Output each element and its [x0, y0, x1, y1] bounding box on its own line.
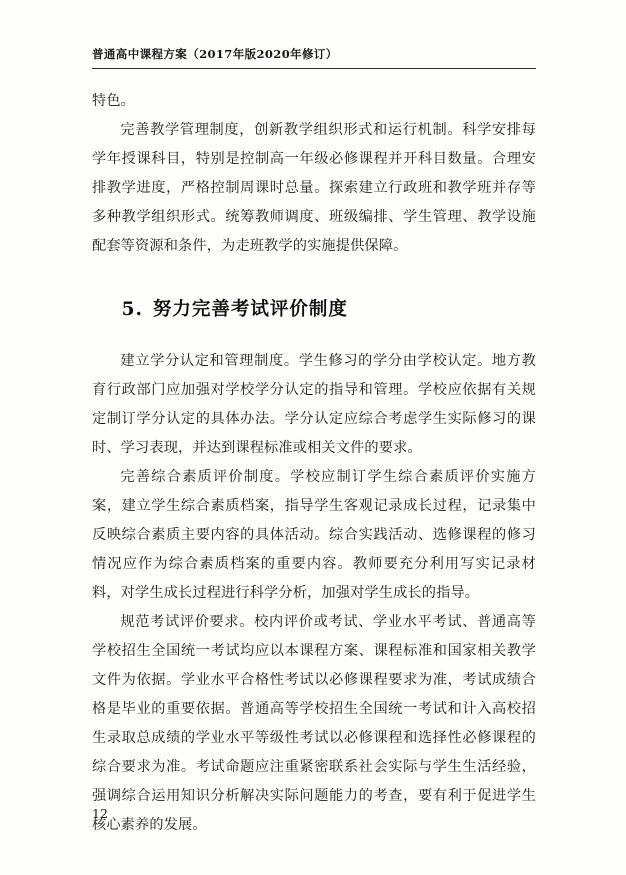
- paragraph-exam-standards: 规范考试评价要求。校内评价或考试、学业水平考试、普通高等学校招生全国统一考试均应以本课程方案、课程标准和国家相关教学文件为依据。学业水平合格性考试以必修课程要求为准，考试成绩合格是毕业的重要依据。普通高等学校招生全国统一考试和计入高校招生录取总成绩的学业水平等级性考试以必修课程和选择性必修课程的综合要求为准。考试命题应注重紧密联系社会实际与学生生活经验，强调综合运用知识分析解决实际问题能力的考查，要有利于促进学生核心素养的发展。: [92, 614, 536, 833]
- section-heading: [92, 295, 536, 325]
- paragraph-continuation: 特色。: [92, 93, 136, 109]
- page-number: 12: [92, 806, 108, 821]
- paragraph-teaching-management: 完善教学管理制度，创新教学组织形式和运行机制。科学安排每学年授课科目，特别是控制高一年级必修课程并开科目数量。合理安排教学进度，严格控制周课时总量。探索建立行政班和教学班并存等多种教学组织形式。统筹教师调度、班级编排、学生管理、教学设施配套等资源和条件，为走班教学的实施提供保障。: [92, 122, 536, 254]
- running-head: 普通高中课程方案（2017年版2020年修订）: [92, 47, 338, 61]
- paragraph-comprehensive-quality: 完善综合素质评价制度。学校应制订学生综合素质评价实施方案，建立学生综合素质档案，指导学生客观记录成长过程，记录集中反映综合素质主要内容的具体活动。综合实践活动、选修课程的修习情况应作为综合素质档案的重要内容。教师要充分利用写实记录材料，对学生成长过程进行科学分析，加强对学生成长的指导。: [92, 469, 536, 601]
- page-content: [92, 46, 536, 840]
- header-divider: [92, 68, 536, 69]
- section-title: 努力完善考试评价制度: [152, 299, 348, 320]
- section-number: 5.: [121, 299, 143, 320]
- paragraph-credit-system: 建立学分认定和管理制度。学生修习的学分由学校认定。地方教育行政部门应加强对学校学分认定的指导和管理。学校应依据有关规定制订学分认定的具体办法。学分认定应综合考虑学生实际修习的课时、学习表现，并达到课程标准或相关文件的要求。: [92, 353, 536, 456]
